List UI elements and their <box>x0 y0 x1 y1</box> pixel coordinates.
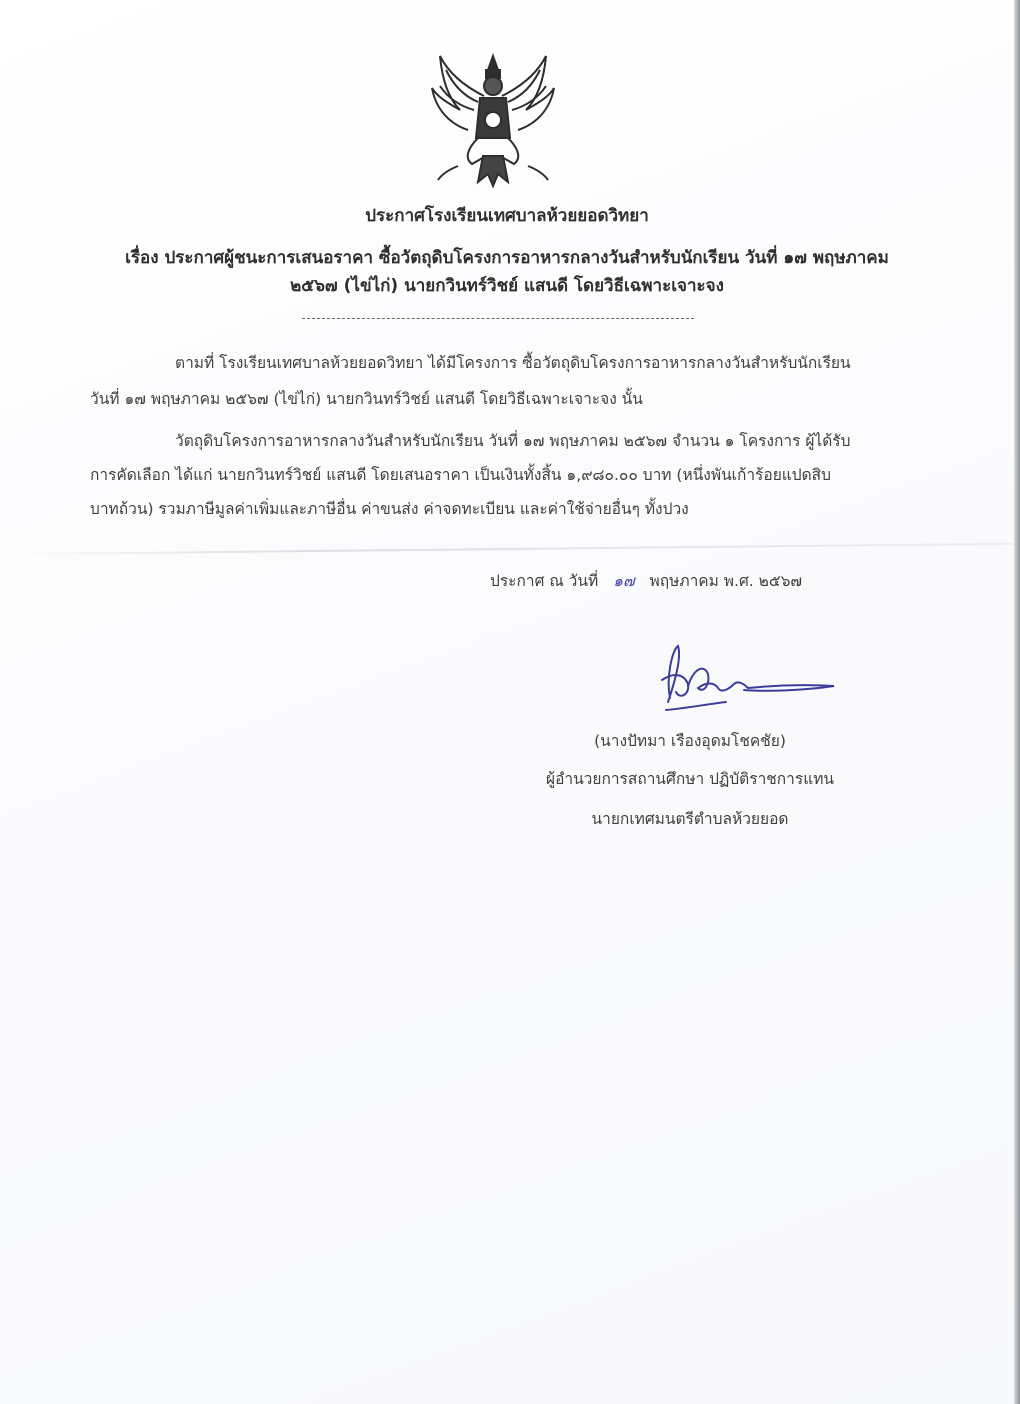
date-day-handwritten: ๑๗ <box>613 572 635 590</box>
paragraph-2-line-1: วัตถุดิบโครงการอาหารกลางวันสำหรับนักเรียน วันที่ ๑๗ พฤษภาคม ๒๕๖๗ จำนวน ๑ โครงการ ผู้ได้รับ <box>175 432 851 450</box>
announcement-title: ประกาศโรงเรียนเทศบาลห้วยยอดวิทยา <box>365 206 649 226</box>
subject-line-1: เรื่อง ประกาศผู้ชนะการเสนอราคา ซื้อวัตถุดิบโครงการอาหารกลางวันสำหรับนักเรียน วันที่ ๑๗ พฤษภาคม <box>125 248 889 268</box>
signatory-position-2: นายกเทศมนตรีตำบลห้วยยอด <box>591 810 789 828</box>
paragraph-2-line-2: การคัดเลือก ได้แก่ นายกวินทร์วิชย์ แสนดี โดยเสนอราคา เป็นเงินทั้งสิ้น ๑,๙๘๐.๐๐ บาท (หนึ่งพันเก้าร้อยแปดสิบ <box>90 466 831 484</box>
announce-date <box>490 568 802 593</box>
date-suffix: พฤษภาคม พ.ศ. ๒๕๖๗ <box>649 572 803 590</box>
subject-line-2: ๒๕๖๗ (ไข่ไก่) นายกวินทร์วิชย์ แสนดี โดยวิธีเฉพาะเจาะจง <box>290 276 724 296</box>
date-prefix: ประกาศ ณ วันที่ <box>490 572 599 590</box>
paragraph-1-line-1: ตามที่ โรงเรียนเทศบาลห้วยยอดวิทยา ได้มีโครงการ ซื้อวัตถุดิบโครงการอาหารกลางวันสำหรับนักเรียน <box>175 354 851 372</box>
signatory-position-1: ผู้อำนวยการสถานศึกษา ปฏิบัติราชการแทน <box>545 770 835 788</box>
signatory-name: (นางปัทมา เรืองอุดมโชคชัย) <box>594 732 786 750</box>
scan-edge <box>1014 0 1020 1404</box>
paper-fold <box>0 543 1014 556</box>
dashed-divider <box>302 318 694 319</box>
garuda-emblem-icon <box>428 48 558 188</box>
handwritten-signature <box>648 628 838 720</box>
paragraph-1-line-2: วันที่ ๑๗ พฤษภาคม ๒๕๖๗ (ไข่ไก่) นายกวินทร์วิชย์ แสนดี โดยวิธีเฉพาะเจาะจง นั้น <box>90 390 643 408</box>
paragraph-2-line-3: บาทถ้วน) รวมภาษีมูลค่าเพิ่มและภาษีอื่น ค่าขนส่ง ค่าจดทะเบียน และค่าใช้จ่ายอื่นๆ ทั้งปวง <box>90 500 689 518</box>
